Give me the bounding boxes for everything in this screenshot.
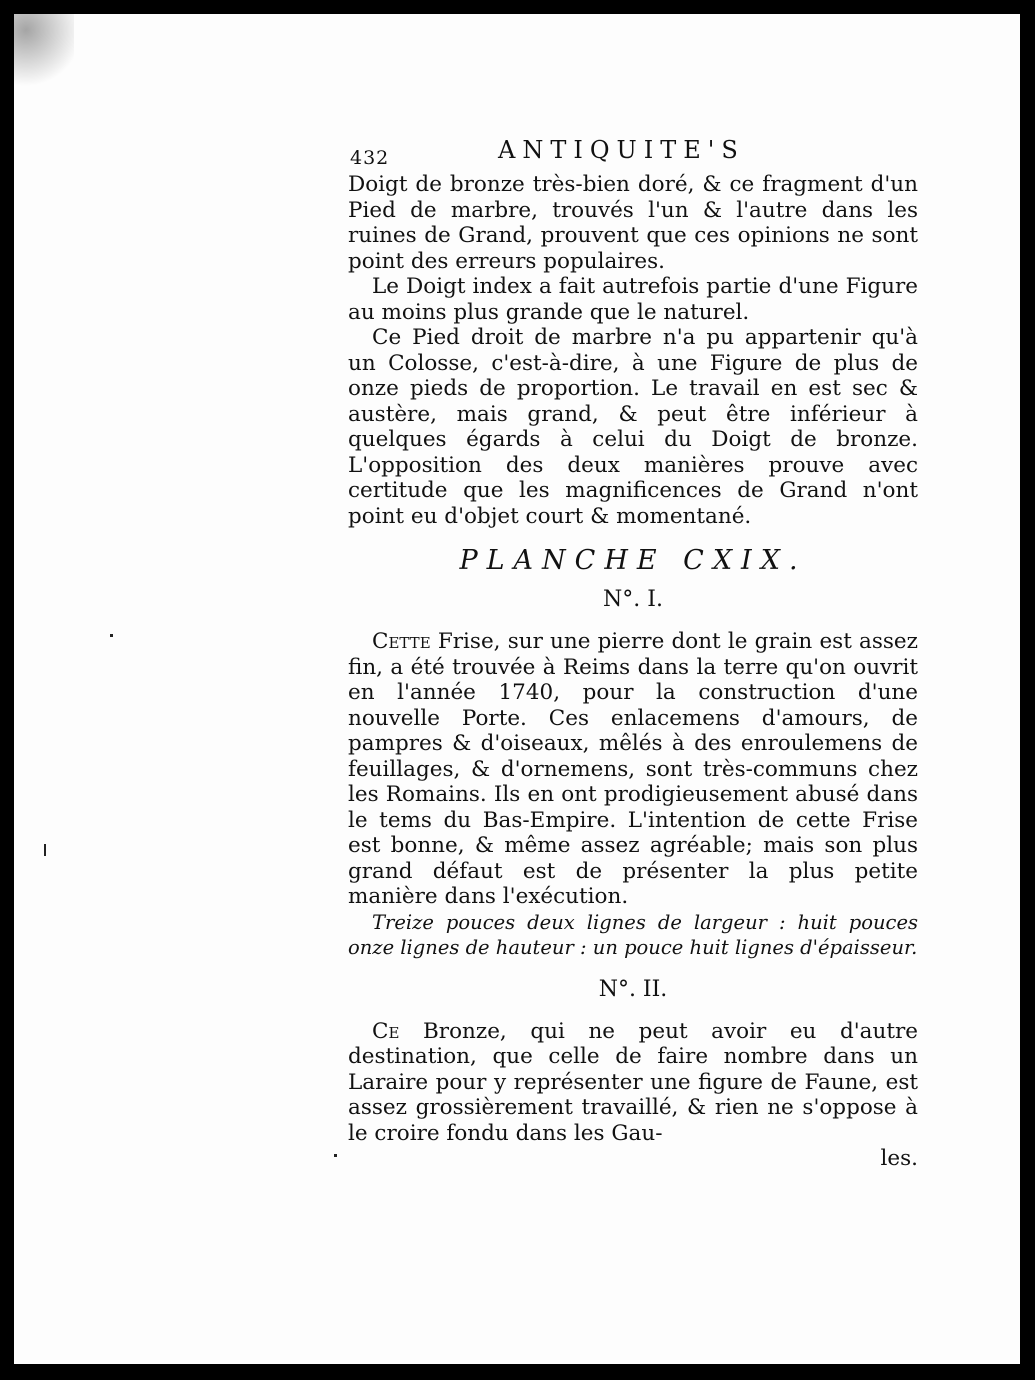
section-1-body: Frise, sur une pierre dont le grain est assez fin, a été trouvée à Reims dans la terre qu'on ouvrit en l'année 1740, pour la construction d'une nouvelle Porte. Ces enlacemens d'amours, de pampres & d'oiseaux, mêlés à des enroulemens de feuillages, & d'ornemens, sont très-communs chez les Romains. Ils en ont prodigieusement abusé dans le tems du Bas-Empire. L'intention de cette Frise est bonne, & même assez agréable; mais son plus grand défaut est de présenter la plus petite manière dans l'exécution. (348, 629, 918, 909)
page-number: 432 (350, 147, 390, 169)
section-1-paragraph (348, 629, 918, 910)
catchword: les. (880, 1146, 918, 1171)
scan-speck (334, 1154, 337, 1157)
book-page (14, 14, 1020, 1364)
plate-title: PLANCHE CXIX. (459, 545, 807, 576)
section-2-heading: N°. II. (598, 976, 668, 1002)
paragraph-intro-2: Le Doigt index a fait autrefois partie d'une Figure au moins plus grande que le naturel. (348, 274, 918, 325)
section-1-measurements: Treize pouces deux lignes de largeur : huit pouces onze lignes de hauteur : un pouce huit lignes d'épaisseur. (348, 910, 918, 959)
page-header (348, 132, 918, 172)
scan-speck (44, 844, 46, 856)
section-2-paragraph (348, 1019, 918, 1147)
section-1-lead-word: Cette (372, 629, 431, 654)
text-column (348, 132, 918, 1172)
paragraph-intro-3: Ce Pied droit de marbre n'a pu appartenir qu'à un Colosse, c'est-à-dire, à une Figure de plus de onze pieds de proportion. Le travail en est sec & austère, mais grand, & peut être inférieur à quelques égards à celui du Doigt de bronze. L'opposition des deux manières prouve avec certitude que les magnificences de Grand n'ont point eu d'objet court & momentané. (348, 325, 918, 529)
section-2-body: Bronze, qui ne peut avoir eu d'autre destination, que celle de faire nombre dans un Laraire pour y représenter une figure de Faune, est assez grossièrement travaillé, & rien ne s'oppose à le croire fondu dans les Gau- (348, 1018, 918, 1146)
scan-edge-noise (14, 14, 74, 94)
section-2-lead-word: Ce (372, 1018, 400, 1044)
section-1-heading: N°. I. (603, 587, 663, 612)
running-head: ANTIQUITE'S (498, 136, 745, 164)
paragraph-intro-1: Doigt de bronze très-bien doré, & ce fragment d'un Pied de marbre, trouvés l'un & l'autre dans les ruines de Grand, prouvent que ces opinions ne sont point des erreurs populaires. (348, 172, 918, 274)
scan-speck (110, 634, 113, 637)
